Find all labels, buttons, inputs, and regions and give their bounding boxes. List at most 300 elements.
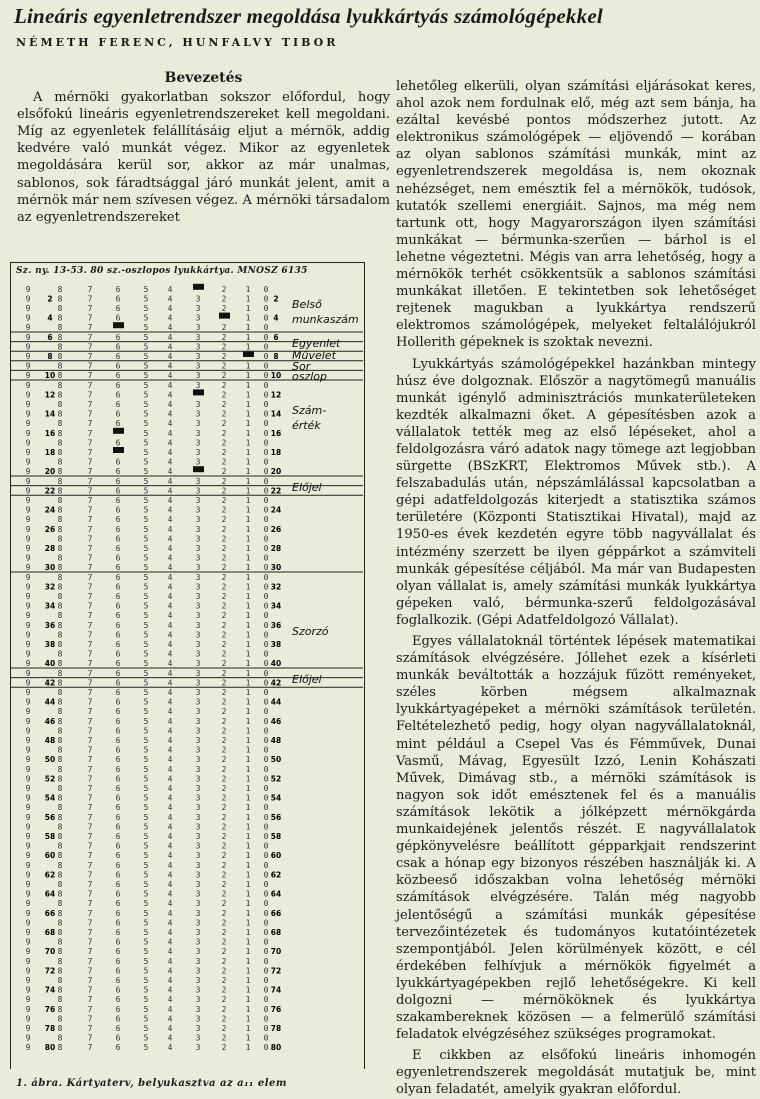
card-digit: 6 [115, 419, 121, 429]
card-digit: 5 [143, 784, 149, 793]
card-digit: 5 [143, 313, 149, 323]
card-digit: 8 [57, 582, 63, 592]
card-digit: 2 [221, 534, 227, 544]
card-digit: 2 [221, 1024, 227, 1033]
row-number-left: 56 [44, 812, 56, 822]
article-title: Lineáris egyenletrendszer megoldása lyukkártyás számológépekkel [14, 4, 603, 28]
card-digit: 0 [263, 448, 269, 457]
card-digit: 1 [245, 659, 251, 669]
card-digit: 8 [57, 976, 63, 985]
card-digit: 6 [115, 371, 121, 381]
card-digit: 2 [221, 1033, 227, 1043]
card-digit: 3 [195, 697, 201, 707]
card-digit: 1 [245, 812, 251, 822]
card-digit: 5 [143, 640, 149, 649]
card-digit: 9 [25, 332, 31, 342]
card-digit: 4 [167, 649, 173, 659]
card-digit: 8 [57, 803, 63, 813]
card-digit: 8 [57, 736, 63, 745]
card-digit: 7 [87, 553, 93, 563]
card-digit: 6 [115, 1024, 121, 1033]
card-digit: 4 [167, 515, 173, 525]
card-digit: 5 [143, 352, 149, 361]
card-digit: 0 [263, 524, 269, 534]
row-number-left: 16 [44, 428, 56, 438]
card-digit: 6 [115, 342, 121, 352]
card-digit: 0 [263, 832, 269, 841]
card-digit: 0 [263, 755, 269, 765]
card-digit: 8 [57, 1024, 63, 1033]
card-digit: 1 [245, 716, 251, 726]
card-digit: 0 [263, 419, 269, 429]
card-digit: 5 [143, 400, 149, 409]
card-digit: 1 [245, 294, 251, 304]
card-digit: 2 [221, 918, 227, 928]
card-digit: 8 [57, 342, 63, 352]
card-digit: 1 [245, 774, 251, 784]
card-digit: 7 [87, 755, 93, 765]
card-digit: 0 [263, 985, 269, 995]
card-digit: 4 [167, 476, 173, 486]
card-digit: 7 [87, 323, 93, 333]
card-digit: 4 [167, 918, 173, 928]
card-digit: 7 [87, 448, 93, 457]
card-digit: 6 [115, 544, 121, 553]
card-digit: 0 [263, 928, 269, 937]
card-digit: 7 [87, 774, 93, 784]
card-digit: 9 [25, 515, 31, 525]
row-number-left: 34 [44, 601, 56, 611]
card-digit: 2 [221, 515, 227, 525]
card-digit: 3 [195, 400, 201, 409]
card-digit: 0 [263, 534, 269, 544]
card-digit: 3 [195, 323, 201, 333]
card-digit: 3 [195, 716, 201, 726]
card-digit: 3 [195, 841, 201, 851]
card-digit: 7 [87, 457, 93, 467]
card-digit: 4 [167, 899, 173, 909]
card-digit: 9 [25, 611, 31, 621]
card-digit: 6 [115, 620, 121, 630]
card-digit: 4 [167, 678, 173, 688]
card-digit: 2 [221, 1004, 227, 1014]
card-digit: 8 [57, 409, 63, 419]
row-number-left: 40 [44, 659, 56, 669]
card-digit: 0 [263, 736, 269, 745]
card-digit: 0 [263, 851, 269, 861]
card-digit: 2 [221, 582, 227, 592]
card-digit: 4 [167, 400, 173, 409]
card-digit: 7 [87, 784, 93, 793]
card-digit: 4 [167, 563, 173, 573]
card-digit: 2 [221, 563, 227, 573]
card-digit: 4 [167, 630, 173, 640]
row-number-right: 6 [273, 332, 279, 342]
card-digit: 1 [245, 688, 251, 697]
card-digit: 3 [195, 505, 201, 515]
card-digit: 8 [57, 457, 63, 467]
card-digit: 7 [87, 956, 93, 966]
row-number-left: 68 [44, 928, 56, 937]
card-digit: 0 [263, 515, 269, 525]
card-digit: 1 [245, 563, 251, 573]
card-digit: 0 [263, 601, 269, 611]
card-digit: 4 [167, 966, 173, 976]
card-digit: 3 [195, 640, 201, 649]
card-field-label: Egyenlet [292, 336, 341, 350]
card-digit: 6 [115, 678, 121, 688]
card-digit: 9 [25, 851, 31, 861]
card-digit: 3 [195, 582, 201, 592]
card-digit: 3 [195, 352, 201, 361]
row-number-left: 54 [44, 793, 56, 803]
card-digit: 0 [263, 438, 269, 448]
card-digit: 8 [57, 668, 63, 678]
card-digit: 9 [25, 947, 31, 957]
card-digit: 1 [245, 928, 251, 937]
card-digit: 2 [221, 985, 227, 995]
card-digit: 2 [221, 361, 227, 371]
card-digit: 5 [143, 620, 149, 630]
row-number-right: 18 [270, 448, 282, 457]
card-digit: 7 [87, 419, 93, 429]
card-digit: 0 [263, 880, 269, 889]
card-digit: 3 [195, 630, 201, 640]
card-digit: 8 [57, 476, 63, 486]
card-digit: 5 [143, 592, 149, 601]
card-digit: 5 [143, 697, 149, 707]
card-digit: 2 [221, 928, 227, 937]
card-digit: 6 [115, 764, 121, 774]
card-digit: 7 [87, 668, 93, 678]
card-digit: 8 [57, 553, 63, 563]
card-digit: 0 [263, 294, 269, 304]
card-digit: 3 [195, 774, 201, 784]
card-digit: 7 [87, 995, 93, 1005]
row-number-left: 38 [44, 640, 56, 649]
card-digit: 1 [245, 438, 251, 448]
card-digit: 9 [25, 784, 31, 793]
card-digit: 9 [25, 812, 31, 822]
card-digit: 1 [245, 448, 251, 457]
card-digit: 4 [167, 716, 173, 726]
card-digit: 3 [195, 342, 201, 352]
card-digit: 1 [245, 803, 251, 813]
card-digit: 5 [143, 361, 149, 371]
card-digit: 1 [245, 764, 251, 774]
right-paragraph-3: Egyes vállalatoknál történtek lépések matematikai számítások elvégzésére. Jóllehet ezek a kísérleti munkák beváltották a hozzájuk fűzött reményeket, széles körben mégsem alkalmaznak lyukkártyagépeket a mérnöki számítások területén. Feltételezhető pedig, hogy olyan nagyvállalatoknál, mint például a Csepel Vas és Fémművek, Dunai Vasmű, Mávag, Egyesült Izzó, Lenin Kohászati Művek, Dimávag stb., a mérnöki számítások is nagyon sok időt emésztenek fel és a manuális számítások lekötik a jólképzett mérnökgárda munkaidejének jelentős részét. E nagyvállalatok gépkönyvelésre beállított gépparkjait rendszerint csak a hónap egy bizonyos részében használják ki. A közbeeső időszakban volna lehetőség mérnöki számítások elvégzésére. Talán még nagyobb jelentőségű a számítási munkák gépesítése tervezőintézetek és tudományos kutatóintézetek szempontjából. Jelen körülmények között, e cél érdekében felhívjuk a mérnökök figyelmét a lyukkártyagépekben rejlő lehetőségekre. Ki kell dolgozni — mérnököknek és lyukkártya szakambereknek közösen — a felmerülő számítási feladatok elvégzéséhez szükséges programokat. [396, 634, 756, 1043]
card-digit: 9 [25, 1043, 31, 1053]
punch-card-figure [10, 262, 365, 1070]
card-digit: 2 [221, 640, 227, 649]
card-digit: 2 [221, 649, 227, 659]
row-number-right: 44 [270, 697, 282, 707]
card-digit: 7 [87, 486, 93, 496]
card-digit: 4 [167, 870, 173, 880]
card-digit: 4 [167, 553, 173, 563]
card-digit: 8 [57, 860, 63, 870]
card-digit: 7 [87, 409, 93, 419]
card-digit: 7 [87, 496, 93, 505]
card-digit: 8 [57, 524, 63, 534]
card-digit: 5 [143, 659, 149, 669]
card-digit: 9 [25, 841, 31, 851]
card-digit: 6 [115, 966, 121, 976]
card-digit: 7 [87, 697, 93, 707]
intro-paragraph: A mérnöki gyakorlatban sokszor előfordul, hogy elsőfokú lineáris egyenletrendszereket kell megoldani. Míg az egyenletek felállításáig eljut a mérnök, addig kedvére való munkát végez. Mikor az egyenletek megoldására kerül sor, akkor az már unalmas, sablonos, sok fáradtsággal járó munkát jelent, amit a mérnök már nem szívesen végez. A mérnöki társadalom az egyenletrendszereket [17, 90, 390, 225]
card-digit: 4 [167, 947, 173, 957]
card-digit: 1 [245, 1024, 251, 1033]
card-digit: 2 [221, 448, 227, 457]
row-number-left: 28 [44, 544, 56, 553]
card-digit: 0 [263, 947, 269, 957]
row-number-right: 36 [270, 620, 282, 630]
card-digit: 3 [195, 496, 201, 505]
card-digit: 8 [57, 419, 63, 429]
card-digit: 2 [221, 755, 227, 765]
card-digit: 4 [167, 419, 173, 429]
row-number-right: 50 [270, 755, 282, 765]
card-digit: 5 [143, 755, 149, 765]
card-digit: 3 [195, 1004, 201, 1014]
card-digit: 5 [143, 476, 149, 486]
card-digit: 4 [167, 1004, 173, 1014]
card-digit: 1 [245, 822, 251, 832]
card-digit: 5 [143, 409, 149, 419]
card-digit: 5 [143, 332, 149, 342]
card-digit: 5 [143, 966, 149, 976]
card-digit: 8 [57, 726, 63, 736]
card-digit: 8 [57, 563, 63, 573]
row-number-left: 10 [44, 371, 56, 381]
card-digit: 5 [143, 764, 149, 774]
card-digit: 0 [263, 774, 269, 784]
card-digit: 1 [245, 496, 251, 505]
row-number-left: 60 [44, 851, 56, 861]
row-number-right: 2 [273, 294, 279, 304]
card-digit: 9 [25, 601, 31, 611]
card-digit: 5 [143, 448, 149, 457]
card-digit: 5 [143, 745, 149, 755]
card-digit: 6 [115, 361, 121, 371]
card-digit: 8 [57, 1014, 63, 1024]
card-digit: 9 [25, 889, 31, 899]
figure-caption: 1. ábra. Kártyaterv, belyukasztva az a₁₁ elem [16, 1078, 287, 1089]
card-digit: 5 [143, 841, 149, 851]
card-digit: 3 [195, 659, 201, 669]
card-digit: 1 [245, 486, 251, 496]
card-digit: 6 [115, 304, 121, 313]
card-digit: 8 [57, 1033, 63, 1043]
card-digit: 6 [115, 937, 121, 947]
card-digit: 9 [25, 620, 31, 630]
card-digit: 6 [115, 956, 121, 966]
punched-hole [113, 428, 124, 434]
card-digit: 8 [57, 956, 63, 966]
row-number-right: 54 [270, 793, 282, 803]
card-digit: 6 [115, 793, 121, 803]
card-digit: 1 [245, 899, 251, 909]
card-digit: 5 [143, 726, 149, 736]
card-field-label: Művelet [292, 349, 336, 363]
card-digit: 5 [143, 505, 149, 515]
card-digit: 7 [87, 841, 93, 851]
card-digit: 1 [245, 707, 251, 717]
card-digit: 1 [245, 1004, 251, 1014]
card-digit: 0 [263, 860, 269, 870]
card-digit: 6 [115, 563, 121, 573]
card-digit: 7 [87, 284, 93, 294]
card-digit: 5 [143, 937, 149, 947]
card-digit: 8 [57, 544, 63, 553]
card-digit: 7 [87, 707, 93, 717]
card-digit: 2 [221, 697, 227, 707]
punched-hole [193, 466, 204, 472]
card-digit: 1 [245, 400, 251, 409]
card-digit: 0 [263, 400, 269, 409]
row-number-right: 66 [270, 908, 282, 918]
card-digit: 3 [195, 908, 201, 918]
card-digit: 9 [25, 649, 31, 659]
card-digit: 7 [87, 620, 93, 630]
card-digit: 1 [245, 304, 251, 313]
card-digit: 0 [263, 486, 269, 496]
card-digit: 1 [245, 620, 251, 630]
card-digit: 3 [195, 544, 201, 553]
card-digit: 9 [25, 870, 31, 880]
card-digit: 0 [263, 332, 269, 342]
card-digit: 3 [195, 572, 201, 582]
card-digit: 7 [87, 937, 93, 947]
card-digit: 9 [25, 793, 31, 803]
card-digit: 2 [221, 553, 227, 563]
card-digit: 5 [143, 457, 149, 467]
card-digit: 5 [143, 1014, 149, 1024]
card-digit: 9 [25, 899, 31, 909]
card-digit: 5 [143, 918, 149, 928]
row-number-right: 8 [273, 352, 279, 361]
card-digit: 8 [57, 870, 63, 880]
card-digit: 9 [25, 553, 31, 563]
right-column [396, 78, 756, 1099]
card-digit: 7 [87, 649, 93, 659]
card-digit: 1 [245, 515, 251, 525]
card-digit: 1 [245, 985, 251, 995]
row-number-left: 62 [44, 870, 56, 880]
card-digit: 2 [221, 745, 227, 755]
card-digit: 0 [263, 1004, 269, 1014]
card-digit: 0 [263, 544, 269, 553]
card-digit: 2 [221, 505, 227, 515]
card-digit: 3 [195, 448, 201, 457]
card-digit: 4 [167, 928, 173, 937]
card-digit: 4 [167, 793, 173, 803]
row-number-left: 20 [44, 467, 56, 477]
card-digit: 1 [245, 371, 251, 381]
card-digit: 5 [143, 822, 149, 832]
card-digit: 8 [57, 880, 63, 889]
card-digit: 6 [115, 630, 121, 640]
card-digit: 5 [143, 985, 149, 995]
row-number-right: 80 [270, 1043, 282, 1053]
card-digit: 4 [167, 803, 173, 813]
card-digit: 8 [57, 380, 63, 390]
card-digit: 9 [25, 352, 31, 361]
card-digit: 5 [143, 419, 149, 429]
card-digit: 9 [25, 524, 31, 534]
card-digit: 2 [221, 486, 227, 496]
card-digit: 1 [245, 870, 251, 880]
card-digit: 7 [87, 390, 93, 400]
card-digit: 3 [195, 880, 201, 889]
card-digit: 4 [167, 1033, 173, 1043]
card-digit: 8 [57, 985, 63, 995]
card-digit: 8 [57, 400, 63, 409]
card-digit: 4 [167, 956, 173, 966]
card-digit: 8 [57, 889, 63, 899]
card-digit: 2 [221, 428, 227, 438]
card-digit: 8 [57, 707, 63, 717]
card-digit: 8 [57, 438, 63, 448]
row-number-left: 50 [44, 755, 56, 765]
card-digit: 1 [245, 476, 251, 486]
card-digit: 8 [57, 361, 63, 371]
card-digit: 3 [195, 486, 201, 496]
card-digit: 9 [25, 659, 31, 669]
article-authors: NÉMETH FERENC, HUNFALVY TIBOR [16, 36, 339, 49]
card-digit: 6 [115, 649, 121, 659]
card-digit: 9 [25, 966, 31, 976]
card-digit: 7 [87, 640, 93, 649]
card-digit: 2 [221, 832, 227, 841]
card-digit: 3 [195, 380, 201, 390]
card-digit: 5 [143, 553, 149, 563]
card-digit: 3 [195, 524, 201, 534]
card-digit: 3 [195, 899, 201, 909]
card-digit: 0 [263, 870, 269, 880]
card-digit: 0 [263, 668, 269, 678]
card-digit: 9 [25, 678, 31, 688]
card-digit: 6 [115, 313, 121, 323]
card-digit: 9 [25, 736, 31, 745]
card-digit: 7 [87, 659, 93, 669]
card-digit: 5 [143, 668, 149, 678]
card-digit: 5 [143, 572, 149, 582]
card-digit: 2 [221, 419, 227, 429]
card-digit: 6 [115, 640, 121, 649]
card-digit: 7 [87, 918, 93, 928]
card-field-label: Szám- [292, 403, 327, 417]
card-digit: 1 [245, 332, 251, 342]
card-digit: 4 [167, 438, 173, 448]
card-digit: 8 [57, 841, 63, 851]
card-digit: 5 [143, 1043, 149, 1053]
card-digit: 9 [25, 995, 31, 1005]
card-digit: 0 [263, 918, 269, 928]
card-digit: 0 [263, 505, 269, 515]
card-digit: 0 [263, 716, 269, 726]
card-digit: 2 [221, 860, 227, 870]
card-field-label: Sor [292, 359, 311, 373]
card-digit: 6 [115, 515, 121, 525]
card-digit: 6 [115, 572, 121, 582]
card-digit: 2 [221, 659, 227, 669]
card-digit: 4 [167, 697, 173, 707]
card-digit: 8 [57, 1004, 63, 1014]
card-digit: 1 [245, 1033, 251, 1043]
card-digit: 3 [195, 1033, 201, 1043]
card-digit: 7 [87, 1004, 93, 1014]
